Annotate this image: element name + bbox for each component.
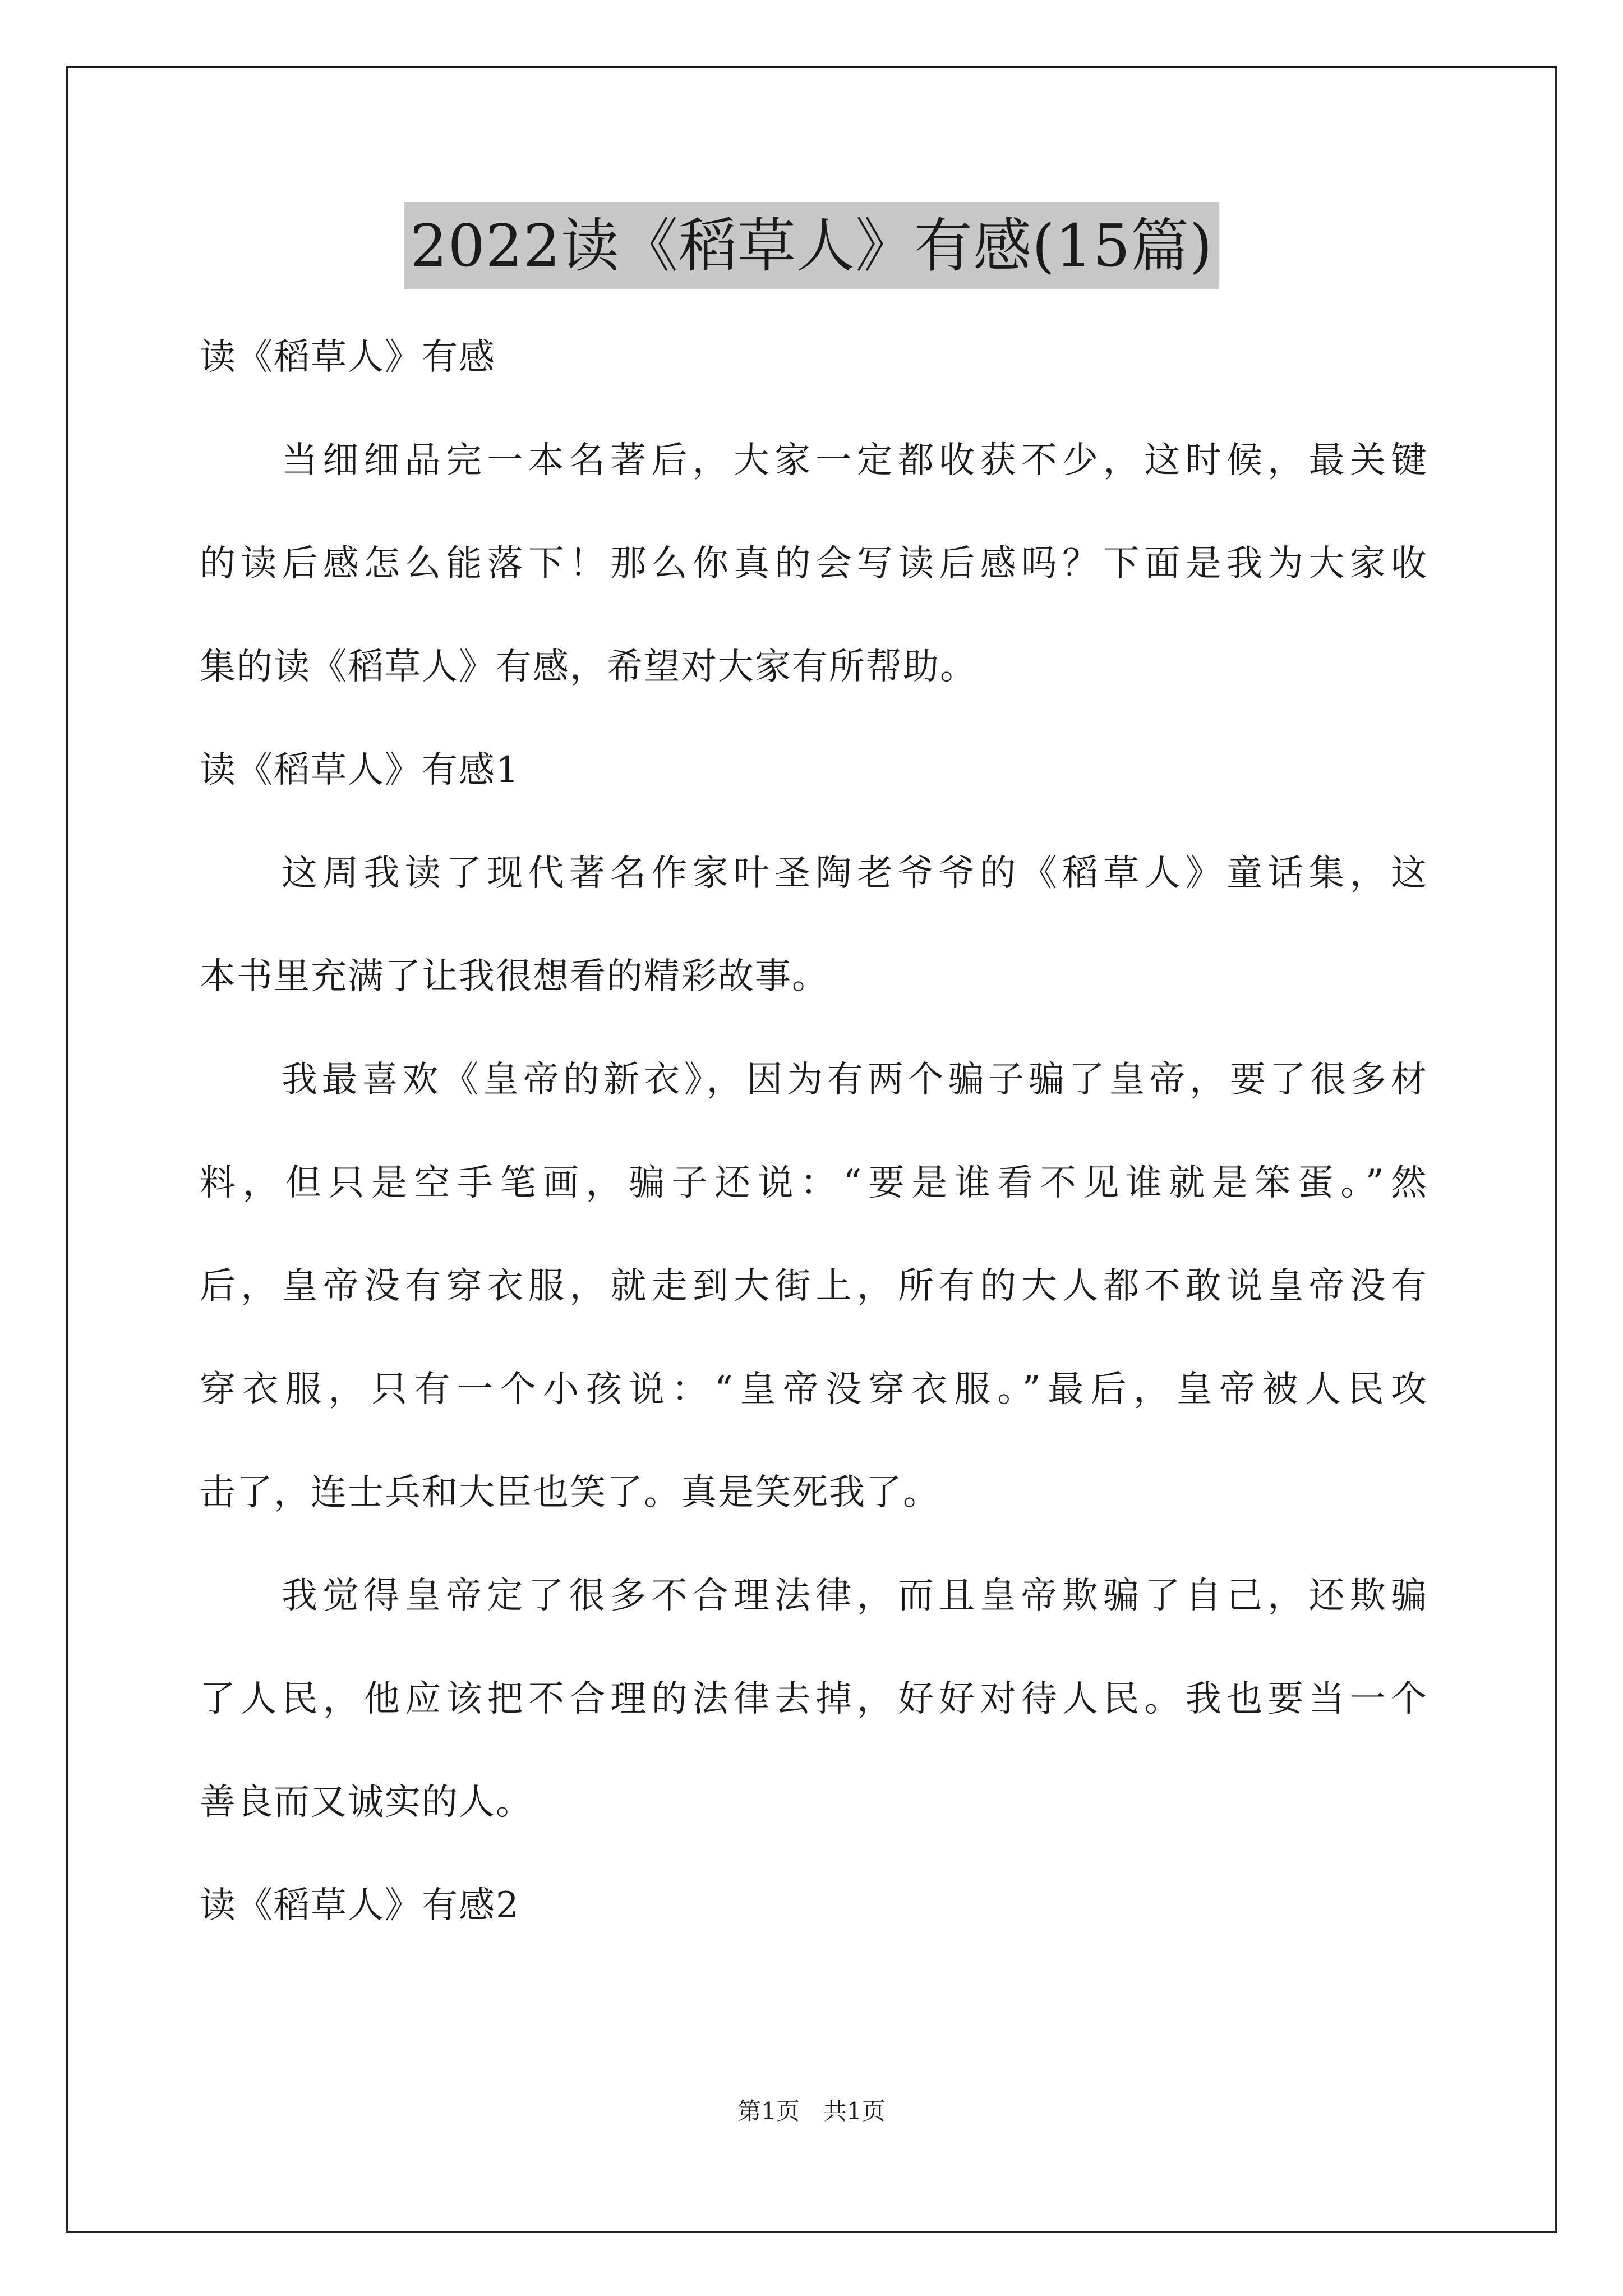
paragraph-line: 料，但只是空手笔画，骗子还说：“要是谁看不见谁就是笨蛋。”然 — [200, 1162, 1428, 1204]
paragraph-line: 本书里充满了让我很想看的精彩故事。 — [200, 956, 829, 997]
paragraph-line: 穿衣服，只有一个小孩说：“皇帝没穿衣服。”最后，皇帝被人民攻 — [200, 1369, 1428, 1410]
paragraph-line: 了人民，他应该把不合理的法律去掉，好好对待人民。我也要当一个 — [200, 1678, 1428, 1720]
paragraph-line: 我最喜欢《皇帝的新衣》，因为有两个骗子骗了皇帝，要了很多材 — [282, 1059, 1428, 1101]
section-heading: 读《稻草人》有感2 — [200, 1885, 520, 1926]
section-heading: 读《稻草人》有感1 — [200, 749, 520, 791]
page-footer: 第1页 共1页 — [737, 2097, 886, 2125]
paragraph-line: 后，皇帝没有穿衣服，就走到大街上，所有的大人都不敢说皇帝没有 — [200, 1266, 1428, 1307]
title-container — [0, 202, 1623, 289]
paragraph-line: 的读后感怎么能落下！那么你真的会写读后感吗？下面是我为大家收 — [200, 543, 1428, 585]
paragraph-line: 当细细品完一本名著后，大家一定都收获不少，这时候，最关键 — [282, 440, 1428, 481]
document-title: 2022读《稻草人》有感(15篇) — [404, 202, 1218, 289]
document-body — [200, 306, 1428, 1957]
paragraph-line: 集的读《稻草人》有感，希望对大家有所帮助。 — [200, 646, 977, 688]
section-heading: 读《稻草人》有感 — [200, 337, 496, 378]
paragraph-line: 我觉得皇帝定了很多不合理法律，而且皇帝欺骗了自己，还欺骗 — [282, 1575, 1428, 1617]
paragraph-line: 善良而又诚实的人。 — [200, 1782, 533, 1823]
paragraph-line: 击了，连士兵和大臣也笑了。真是笑死我了。 — [200, 1472, 940, 1513]
paragraph-line: 这周我读了现代著名作家叶圣陶老爷爷的《稻草人》童话集，这 — [282, 853, 1428, 894]
